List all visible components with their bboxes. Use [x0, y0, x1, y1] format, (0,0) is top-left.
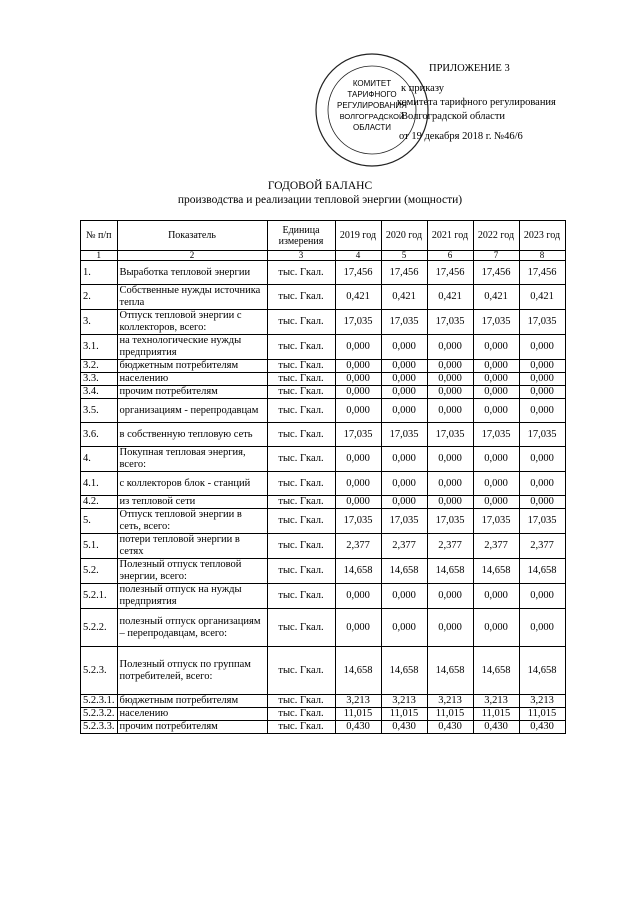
- row-unit: тыс. Гкал.: [267, 496, 335, 509]
- row-unit: тыс. Гкал.: [267, 609, 335, 647]
- row-number: 5.2.3.3.: [81, 721, 118, 734]
- row-indicator: Покупная тепловая энергия, всего:: [117, 447, 267, 472]
- table-row: [81, 647, 566, 695]
- row-value-2020: 0,000: [381, 335, 427, 360]
- row-unit: тыс. Гкал.: [267, 386, 335, 399]
- balance-table: [80, 220, 566, 734]
- col-number: 1: [81, 251, 118, 261]
- row-unit: тыс. Гкал.: [267, 335, 335, 360]
- row-value-2023: 11,015: [519, 708, 565, 721]
- row-value-2020: 3,213: [381, 695, 427, 708]
- row-number: 5.2.3.2.: [81, 708, 118, 721]
- row-value-2021: 3,213: [427, 695, 473, 708]
- row-indicator: полезный отпуск организациям – перепродавцам, всего:: [117, 609, 267, 647]
- row-value-2019: 14,658: [335, 559, 381, 584]
- row-value-2023: 0,421: [519, 285, 565, 310]
- table-row: [81, 472, 566, 496]
- col-number: 6: [427, 251, 473, 261]
- col-number: 2: [117, 251, 267, 261]
- col-number: 5: [381, 251, 427, 261]
- row-value-2023: 17,456: [519, 261, 565, 285]
- row-indicator: с коллекторов блок - станций: [117, 472, 267, 496]
- header-2019: 2019 год: [335, 221, 381, 251]
- row-value-2023: 0,000: [519, 609, 565, 647]
- row-value-2019: 17,035: [335, 310, 381, 335]
- row-indicator: Полезный отпуск тепловой энергии, всего:: [117, 559, 267, 584]
- row-value-2019: 0,000: [335, 447, 381, 472]
- row-value-2021: 0,000: [427, 496, 473, 509]
- row-value-2020: 17,035: [381, 310, 427, 335]
- row-value-2022: 2,377: [473, 534, 519, 559]
- row-indicator: Собственные нужды источника тепла: [117, 285, 267, 310]
- row-unit: тыс. Гкал.: [267, 708, 335, 721]
- row-indicator: Полезный отпуск по группам потребителей, всего:: [117, 647, 267, 695]
- table-row: [81, 310, 566, 335]
- header-num: № п/п: [81, 221, 118, 251]
- row-value-2020: 0,000: [381, 472, 427, 496]
- table-row: [81, 509, 566, 534]
- row-value-2023: 0,000: [519, 447, 565, 472]
- row-unit: тыс. Гкал.: [267, 310, 335, 335]
- row-value-2023: 0,000: [519, 335, 565, 360]
- svg-text:ВОЛГОГРАДСКОЙ: ВОЛГОГРАДСКОЙ: [339, 112, 405, 121]
- row-value-2020: 0,000: [381, 360, 427, 373]
- row-value-2020: 0,421: [381, 285, 427, 310]
- row-value-2021: 17,035: [427, 509, 473, 534]
- col-number: 7: [473, 251, 519, 261]
- row-value-2020: 14,658: [381, 647, 427, 695]
- row-indicator: из тепловой сети: [117, 496, 267, 509]
- row-value-2021: 0,000: [427, 360, 473, 373]
- table-header-row: [81, 221, 566, 251]
- row-unit: тыс. Гкал.: [267, 360, 335, 373]
- table-row: [81, 399, 566, 423]
- row-number: 5.2.3.1.: [81, 695, 118, 708]
- row-unit: тыс. Гкал.: [267, 647, 335, 695]
- row-number: 3.: [81, 310, 118, 335]
- row-value-2020: 0,000: [381, 609, 427, 647]
- row-value-2020: 17,035: [381, 423, 427, 447]
- row-indicator: населению: [117, 708, 267, 721]
- row-value-2020: 0,430: [381, 721, 427, 734]
- table-row: [81, 335, 566, 360]
- row-value-2021: 0,421: [427, 285, 473, 310]
- row-value-2021: 0,000: [427, 609, 473, 647]
- table-row: [81, 360, 566, 373]
- row-value-2020: 0,000: [381, 373, 427, 386]
- row-indicator: организациям - перепродавцам: [117, 399, 267, 423]
- row-value-2021: 0,000: [427, 472, 473, 496]
- row-value-2020: 2,377: [381, 534, 427, 559]
- col-number: 3: [267, 251, 335, 261]
- document-title: ГОДОВОЙ БАЛАНС: [267, 180, 373, 192]
- row-value-2019: 17,456: [335, 261, 381, 285]
- table-row: [81, 559, 566, 584]
- row-value-2021: 2,377: [427, 534, 473, 559]
- row-indicator: Отпуск тепловой энергии с коллекторов, всего:: [117, 310, 267, 335]
- row-indicator: на технологические нужды предприятия: [117, 335, 267, 360]
- row-value-2022: 17,035: [473, 310, 519, 335]
- row-value-2019: 0,000: [335, 496, 381, 509]
- row-number: 4.: [81, 447, 118, 472]
- row-value-2019: 0,000: [335, 584, 381, 609]
- col-number: 8: [519, 251, 565, 261]
- row-value-2023: 0,000: [519, 386, 565, 399]
- row-indicator: в собственную тепловую сеть: [117, 423, 267, 447]
- row-number: 5.: [81, 509, 118, 534]
- header-2022: 2022 год: [473, 221, 519, 251]
- row-unit: тыс. Гкал.: [267, 447, 335, 472]
- row-value-2020: 0,000: [381, 584, 427, 609]
- row-value-2019: 0,000: [335, 360, 381, 373]
- row-value-2022: 0,000: [473, 399, 519, 423]
- row-unit: тыс. Гкал.: [267, 285, 335, 310]
- header-2020: 2020 год: [381, 221, 427, 251]
- row-value-2023: 14,658: [519, 647, 565, 695]
- table-row: [81, 423, 566, 447]
- row-value-2021: 14,658: [427, 559, 473, 584]
- row-number: 4.2.: [81, 496, 118, 509]
- row-unit: тыс. Гкал.: [267, 509, 335, 534]
- row-value-2022: 17,035: [473, 423, 519, 447]
- row-unit: тыс. Гкал.: [267, 423, 335, 447]
- row-value-2021: 0,000: [427, 335, 473, 360]
- row-value-2023: 0,000: [519, 399, 565, 423]
- svg-text:КОМИТЕТ: КОМИТЕТ: [352, 79, 392, 88]
- row-unit: тыс. Гкал.: [267, 584, 335, 609]
- row-value-2023: 0,000: [519, 373, 565, 386]
- svg-text:ОБЛАСТИ: ОБЛАСТИ: [352, 123, 392, 132]
- row-indicator: Выработка тепловой энергии: [117, 261, 267, 285]
- row-number: 1.: [81, 261, 118, 285]
- row-value-2021: 17,035: [427, 423, 473, 447]
- row-value-2023: 0,000: [519, 584, 565, 609]
- row-value-2019: 0,430: [335, 721, 381, 734]
- row-unit: тыс. Гкал.: [267, 721, 335, 734]
- row-number: 5.2.: [81, 559, 118, 584]
- row-unit: тыс. Гкал.: [267, 472, 335, 496]
- header-2023: 2023 год: [519, 221, 565, 251]
- row-value-2023: 17,035: [519, 310, 565, 335]
- row-value-2022: 17,035: [473, 509, 519, 534]
- row-value-2020: 11,015: [381, 708, 427, 721]
- row-value-2023: 3,213: [519, 695, 565, 708]
- header-2021: 2021 год: [427, 221, 473, 251]
- row-value-2023: 2,377: [519, 534, 565, 559]
- row-indicator: населению: [117, 373, 267, 386]
- row-number: 3.4.: [81, 386, 118, 399]
- row-number: 3.3.: [81, 373, 118, 386]
- row-value-2023: 0,000: [519, 472, 565, 496]
- row-value-2019: 11,015: [335, 708, 381, 721]
- row-indicator: бюджетным потребителям: [117, 360, 267, 373]
- table-row: [81, 695, 566, 708]
- table-row: [81, 584, 566, 609]
- row-unit: тыс. Гкал.: [267, 559, 335, 584]
- order-date: от 19 декабря 2018 г. №46/6: [399, 131, 523, 142]
- table-row: [81, 285, 566, 310]
- row-number: 3.1.: [81, 335, 118, 360]
- row-value-2022: 3,213: [473, 695, 519, 708]
- row-value-2023: 14,658: [519, 559, 565, 584]
- row-value-2022: 11,015: [473, 708, 519, 721]
- row-indicator: полезный отпуск на нужды предприятия: [117, 584, 267, 609]
- row-value-2021: 11,015: [427, 708, 473, 721]
- row-value-2021: 0,000: [427, 386, 473, 399]
- row-value-2022: 0,000: [473, 360, 519, 373]
- row-indicator: прочим потребителям: [117, 386, 267, 399]
- row-value-2019: 0,000: [335, 399, 381, 423]
- row-value-2020: 17,456: [381, 261, 427, 285]
- row-unit: тыс. Гкал.: [267, 695, 335, 708]
- document-subtitle: производства и реализации тепловой энергии (мощности): [177, 194, 463, 206]
- row-number: 5.2.1.: [81, 584, 118, 609]
- row-unit: тыс. Гкал.: [267, 399, 335, 423]
- committee-name: комитета тарифного регулирования: [397, 97, 556, 108]
- row-value-2022: 0,000: [473, 472, 519, 496]
- row-value-2022: 0,000: [473, 335, 519, 360]
- row-value-2022: 0,000: [473, 584, 519, 609]
- row-value-2021: 0,000: [427, 373, 473, 386]
- row-value-2019: 0,000: [335, 609, 381, 647]
- header-unit: Единица измерения: [267, 221, 335, 251]
- row-indicator: Отпуск тепловой энергии в сеть, всего:: [117, 509, 267, 534]
- order-reference: к приказу: [401, 83, 444, 94]
- row-unit: тыс. Гкал.: [267, 534, 335, 559]
- table-row: [81, 609, 566, 647]
- row-value-2021: 0,430: [427, 721, 473, 734]
- row-value-2022: 0,000: [473, 496, 519, 509]
- svg-text:ТАРИФНОГО: ТАРИФНОГО: [347, 90, 397, 99]
- row-value-2019: 0,000: [335, 386, 381, 399]
- row-number: 5.2.2.: [81, 609, 118, 647]
- row-value-2019: 14,658: [335, 647, 381, 695]
- row-value-2019: 0,000: [335, 472, 381, 496]
- row-value-2023: 0,000: [519, 496, 565, 509]
- row-unit: тыс. Гкал.: [267, 373, 335, 386]
- row-value-2019: 0,000: [335, 335, 381, 360]
- row-value-2020: 0,000: [381, 447, 427, 472]
- row-number: 2.: [81, 285, 118, 310]
- header-indicator: Показатель: [117, 221, 267, 251]
- row-value-2019: 17,035: [335, 509, 381, 534]
- row-value-2020: 0,000: [381, 386, 427, 399]
- row-value-2023: 17,035: [519, 509, 565, 534]
- table-row: [81, 721, 566, 734]
- row-value-2022: 17,456: [473, 261, 519, 285]
- row-value-2020: 14,658: [381, 559, 427, 584]
- row-number: 4.1.: [81, 472, 118, 496]
- row-value-2019: 3,213: [335, 695, 381, 708]
- row-value-2022: 0,000: [473, 373, 519, 386]
- row-value-2019: 2,377: [335, 534, 381, 559]
- row-number: 3.5.: [81, 399, 118, 423]
- table-row: [81, 496, 566, 509]
- row-value-2023: 0,430: [519, 721, 565, 734]
- table-row: [81, 261, 566, 285]
- row-unit: тыс. Гкал.: [267, 261, 335, 285]
- col-number: 4: [335, 251, 381, 261]
- row-value-2021: 0,000: [427, 399, 473, 423]
- row-value-2023: 0,000: [519, 360, 565, 373]
- row-value-2021: 0,000: [427, 447, 473, 472]
- svg-text:РЕГУЛИРОВАНИЯ: РЕГУЛИРОВАНИЯ: [337, 101, 407, 110]
- table-row: [81, 447, 566, 472]
- row-value-2022: 0,000: [473, 609, 519, 647]
- row-value-2019: 0,000: [335, 373, 381, 386]
- column-number-row: [81, 251, 566, 261]
- row-value-2020: 17,035: [381, 509, 427, 534]
- row-number: 5.1.: [81, 534, 118, 559]
- row-number: 3.2.: [81, 360, 118, 373]
- row-value-2021: 17,035: [427, 310, 473, 335]
- row-value-2019: 0,421: [335, 285, 381, 310]
- appendix-label: ПРИЛОЖЕНИЕ 3: [429, 63, 510, 74]
- row-indicator: бюджетным потребителям: [117, 695, 267, 708]
- row-value-2021: 14,658: [427, 647, 473, 695]
- row-number: 5.2.3.: [81, 647, 118, 695]
- row-number: 3.6.: [81, 423, 118, 447]
- row-value-2020: 0,000: [381, 399, 427, 423]
- row-indicator: потери тепловой энергии в сетях: [117, 534, 267, 559]
- row-value-2022: 0,000: [473, 386, 519, 399]
- region-name: Волгоградской области: [401, 111, 506, 122]
- row-value-2021: 0,000: [427, 584, 473, 609]
- row-value-2021: 17,456: [427, 261, 473, 285]
- row-indicator: прочим потребителям: [117, 721, 267, 734]
- row-value-2022: 0,000: [473, 447, 519, 472]
- row-value-2022: 14,658: [473, 647, 519, 695]
- row-value-2019: 17,035: [335, 423, 381, 447]
- table-row: [81, 386, 566, 399]
- table-row: [81, 373, 566, 386]
- table-row: [81, 708, 566, 721]
- row-value-2022: 0,430: [473, 721, 519, 734]
- table-row: [81, 534, 566, 559]
- row-value-2023: 17,035: [519, 423, 565, 447]
- row-value-2020: 0,000: [381, 496, 427, 509]
- row-value-2022: 14,658: [473, 559, 519, 584]
- row-value-2022: 0,421: [473, 285, 519, 310]
